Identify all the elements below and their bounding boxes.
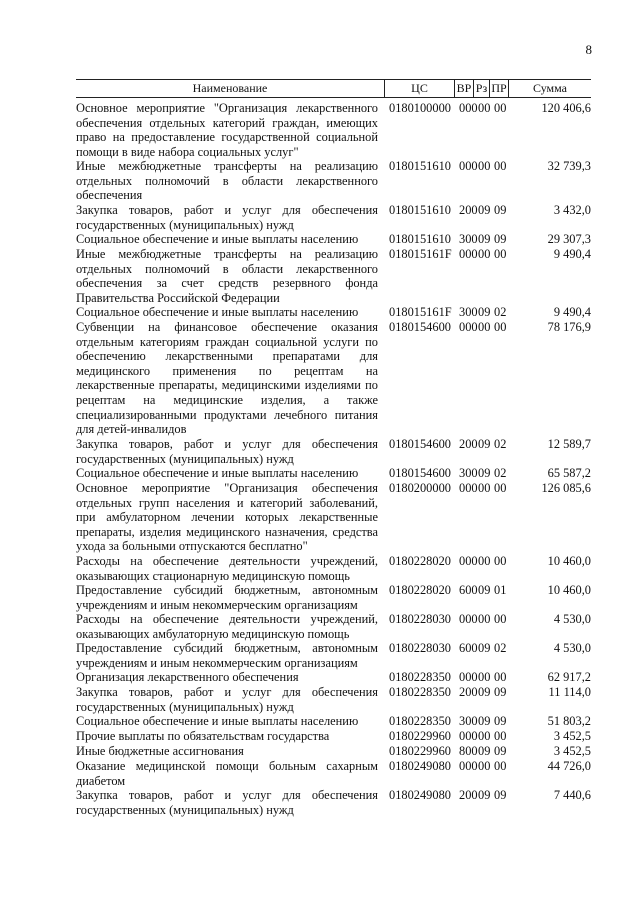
row-pr: 09 [494, 714, 507, 728]
row-pr: 02 [494, 437, 507, 451]
row-vr: 200 [459, 203, 478, 217]
table-row [76, 714, 591, 729]
row-cs: 0180151610 [389, 203, 451, 217]
row-cs: 0180228030 [389, 641, 451, 655]
row-sum: 29 307,3 [547, 232, 591, 246]
row-name: Основное мероприятие "Организация обеспечения отдельных групп населения и категорий заболеваний, при амбулаторном лечении которых лекарственные препараты, изделия медицинского назначения, средства ухода за больными отпускаются бесплатно" [76, 481, 378, 554]
header-rz: Рз [474, 80, 490, 97]
row-cs: 0180154600 [389, 466, 451, 480]
row-cs: 018015161F [389, 305, 452, 319]
row-rz: 09 [478, 232, 491, 246]
row-pr: 00 [494, 554, 507, 568]
row-vr: 300 [459, 305, 478, 319]
row-name: Социальное обеспечение и иные выплаты населению [76, 466, 359, 480]
row-sum: 78 176,9 [547, 320, 591, 334]
row-rz: 00 [478, 247, 491, 261]
row-sum: 11 114,0 [548, 685, 591, 699]
header-pr: ПР [490, 80, 509, 97]
row-rz: 00 [478, 729, 491, 743]
row-sum: 9 490,4 [553, 247, 591, 261]
row-pr: 00 [494, 759, 507, 773]
row-rz: 09 [478, 641, 491, 655]
row-pr: 09 [494, 232, 507, 246]
row-pr: 09 [494, 788, 507, 802]
table-row [76, 744, 591, 759]
row-sum: 12 589,7 [547, 437, 591, 451]
row-vr: 000 [459, 670, 478, 684]
table-row [76, 305, 591, 320]
row-vr: 200 [459, 685, 478, 699]
table-row [76, 729, 591, 744]
row-cs: 0180100000 [389, 101, 451, 115]
row-sum: 3 432,0 [553, 203, 591, 217]
row-vr: 000 [459, 320, 478, 334]
table-row [76, 247, 591, 305]
row-cs: 0180151610 [389, 232, 451, 246]
header-cs: ЦС [385, 80, 455, 97]
row-name: Закупка товаров, работ и услуг для обеспечения государственных (муниципальных) нужд [76, 685, 378, 714]
row-name: Прочие выплаты по обязательствам государства [76, 729, 330, 743]
row-rz: 09 [478, 203, 491, 217]
table-row [76, 788, 591, 817]
row-name: Социальное обеспечение и иные выплаты населению [76, 232, 359, 246]
row-rz: 09 [478, 583, 491, 597]
table-row [76, 101, 591, 159]
row-sum: 65 587,2 [547, 466, 591, 480]
row-vr: 200 [459, 788, 478, 802]
row-cs: 018015161F [389, 247, 452, 261]
row-cs: 0180228020 [389, 554, 451, 568]
table-header [76, 79, 591, 98]
row-rz: 09 [478, 788, 491, 802]
row-rz: 09 [478, 437, 491, 451]
row-name: Иные бюджетные ассигнования [76, 744, 244, 758]
row-cs: 0180228350 [389, 685, 451, 699]
header-vr: ВР [455, 80, 474, 97]
row-name: Социальное обеспечение и иные выплаты населению [76, 305, 359, 319]
table-row [76, 232, 591, 247]
row-vr: 000 [459, 554, 478, 568]
table-row [76, 612, 591, 641]
row-name: Предоставление субсидий бюджетным, автономным учреждениям и иным некоммерческим организациям [76, 583, 378, 612]
row-pr: 00 [494, 670, 507, 684]
row-cs: 0180151610 [389, 159, 451, 173]
row-sum: 9 490,4 [553, 305, 591, 319]
row-pr: 09 [494, 203, 507, 217]
table-row [76, 583, 591, 612]
row-rz: 00 [478, 481, 491, 495]
row-sum: 7 440,6 [553, 788, 591, 802]
row-sum: 10 460,0 [547, 554, 591, 568]
row-name: Социальное обеспечение и иные выплаты населению [76, 714, 359, 728]
row-cs: 0180228350 [389, 670, 451, 684]
row-name: Организация лекарственного обеспечения [76, 670, 299, 684]
table-row [76, 320, 591, 437]
row-pr: 00 [494, 729, 507, 743]
table-row [76, 466, 591, 481]
row-name: Субвенции на финансовое обеспечение оказания отдельным категориям граждан социальной услуги по обеспечению лекарственными препаратами для медицинского применения по рецептам на лекарственные препараты, медицинскими изделиями по рецептам на медицинские изделия, а также специализированными продуктами лечебного питания для детей-инвалидов [76, 320, 378, 437]
row-name: Закупка товаров, работ и услуг для обеспечения государственных (муниципальных) нужд [76, 437, 378, 466]
row-rz: 00 [478, 612, 491, 626]
row-vr: 000 [459, 481, 478, 495]
row-cs: 0180228350 [389, 714, 451, 728]
row-pr: 02 [494, 641, 507, 655]
row-sum: 51 803,2 [547, 714, 591, 728]
row-rz: 09 [478, 744, 491, 758]
table-row [76, 481, 591, 554]
row-vr: 800 [459, 744, 478, 758]
row-cs: 0180229960 [389, 744, 451, 758]
header-sum: Сумма [533, 81, 567, 95]
row-pr: 00 [494, 101, 507, 115]
row-pr: 09 [494, 744, 507, 758]
row-vr: 000 [459, 729, 478, 743]
row-sum: 4 530,0 [553, 641, 591, 655]
table-row [76, 437, 591, 466]
table-row [76, 554, 591, 583]
row-name: Закупка товаров, работ и услуг для обеспечения государственных (муниципальных) нужд [76, 788, 378, 817]
row-name: Основное мероприятие "Организация лекарственного обеспечения отдельных категорий граждан, имеющих право на предоставление государственной социальной помощи в виде набора социальных услуг" [76, 101, 378, 159]
row-rz: 09 [478, 466, 491, 480]
row-vr: 200 [459, 437, 478, 451]
row-rz: 00 [478, 554, 491, 568]
table-row [76, 685, 591, 714]
row-cs: 0180154600 [389, 437, 451, 451]
row-pr: 02 [494, 466, 507, 480]
table-row [76, 203, 591, 232]
table-row [76, 159, 591, 203]
row-vr: 000 [459, 612, 478, 626]
row-name: Закупка товаров, работ и услуг для обеспечения государственных (муниципальных) нужд [76, 203, 378, 232]
row-cs: 0180249080 [389, 759, 451, 773]
row-rz: 00 [478, 101, 491, 115]
row-cs: 0180200000 [389, 481, 451, 495]
row-cs: 0180249080 [389, 788, 451, 802]
row-vr: 000 [459, 247, 478, 261]
row-sum: 10 460,0 [547, 583, 591, 597]
row-pr: 09 [494, 685, 507, 699]
row-sum: 44 726,0 [547, 759, 591, 773]
page-number: 8 [585, 42, 592, 57]
row-name: Предоставление субсидий бюджетным, автономным учреждениям и иным некоммерческим организациям [76, 641, 378, 670]
row-sum: 4 530,0 [553, 612, 591, 626]
row-rz: 09 [478, 685, 491, 699]
row-vr: 300 [459, 714, 478, 728]
row-name: Расходы на обеспечение деятельности учреждений, оказывающих стационарную медицинскую помощь [76, 554, 378, 583]
row-pr: 00 [494, 612, 507, 626]
row-sum: 32 739,3 [547, 159, 591, 173]
row-cs: 0180228030 [389, 612, 451, 626]
row-rz: 00 [478, 670, 491, 684]
header-name: Наименование [76, 80, 385, 97]
row-cs: 0180228020 [389, 583, 451, 597]
row-vr: 000 [459, 759, 478, 773]
row-name: Иные межбюджетные трансферты на реализацию отдельных полномочий в области лекарственного обеспечения за счет средств резервного фонда Правительства Российской Федерации [76, 247, 378, 305]
row-name: Расходы на обеспечение деятельности учреждений, оказывающих амбулаторную медицинскую помощь [76, 612, 378, 641]
row-vr: 300 [459, 466, 478, 480]
row-sum: 3 452,5 [553, 744, 591, 758]
row-pr: 00 [494, 159, 507, 173]
row-cs: 0180154600 [389, 320, 451, 334]
row-rz: 09 [478, 714, 491, 728]
row-sum: 3 452,5 [553, 729, 591, 743]
row-sum: 120 406,6 [541, 101, 591, 115]
row-pr: 01 [494, 583, 507, 597]
row-vr: 000 [459, 101, 478, 115]
row-pr: 00 [494, 247, 507, 261]
row-rz: 00 [478, 159, 491, 173]
row-sum: 126 085,6 [541, 481, 591, 495]
row-vr: 000 [459, 159, 478, 173]
row-rz: 00 [478, 759, 491, 773]
row-vr: 300 [459, 232, 478, 246]
table-row [76, 641, 591, 670]
row-rz: 00 [478, 320, 491, 334]
row-name: Оказание медицинской помощи больным сахарным диабетом [76, 759, 378, 788]
row-vr: 600 [459, 583, 478, 597]
row-vr: 600 [459, 641, 478, 655]
row-pr: 00 [494, 320, 507, 334]
row-cs: 0180229960 [389, 729, 451, 743]
row-pr: 02 [494, 305, 507, 319]
row-pr: 00 [494, 481, 507, 495]
row-rz: 09 [478, 305, 491, 319]
row-name: Иные межбюджетные трансферты на реализацию отдельных полномочий в области лекарственного обеспечения [76, 159, 378, 203]
row-sum: 62 917,2 [547, 670, 591, 684]
table-row [76, 670, 591, 685]
table-body [76, 101, 591, 817]
table-row [76, 759, 591, 788]
